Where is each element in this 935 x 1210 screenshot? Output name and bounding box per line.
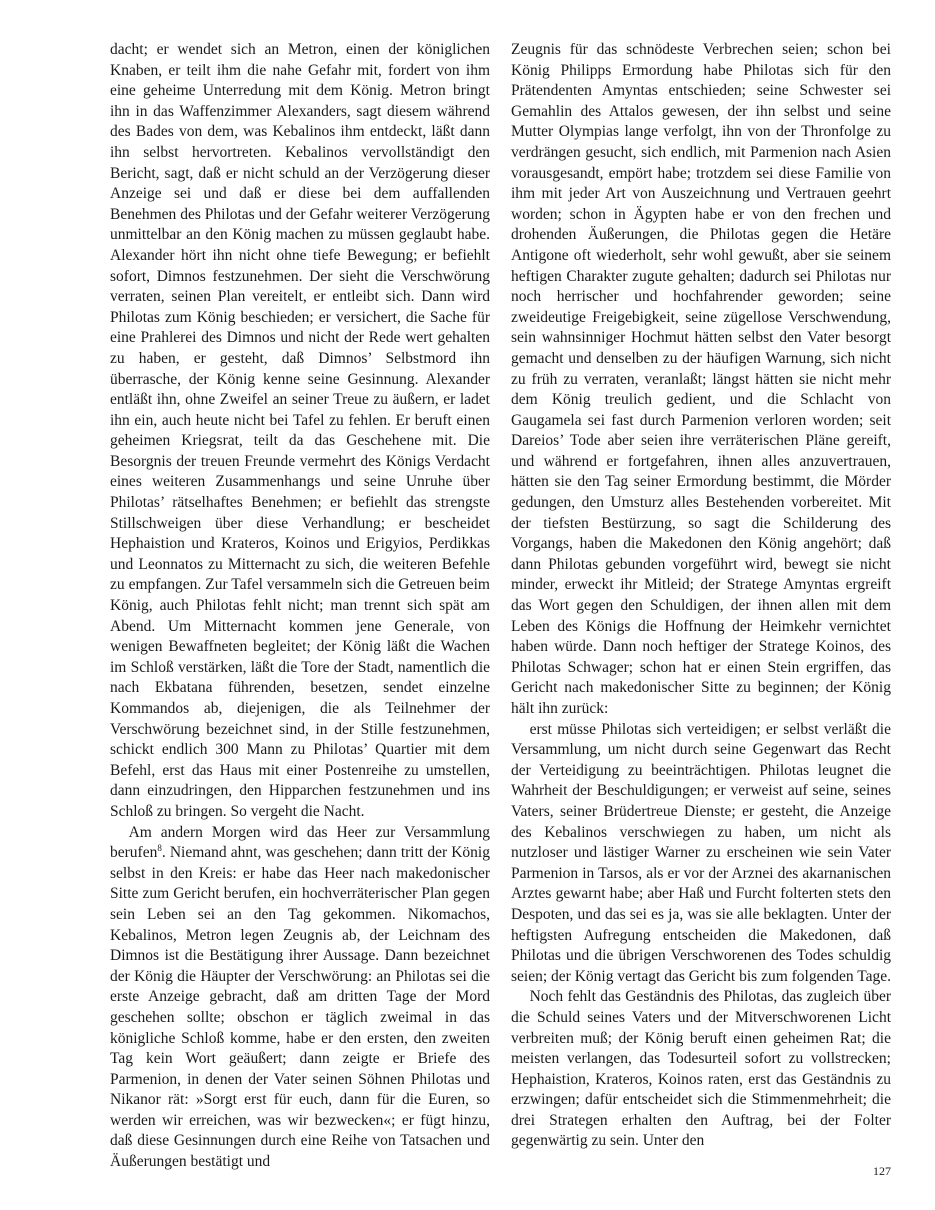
right-paragraph-2: erst müsse Philotas sich verteidigen; er selbst verläßt die Versammlung, um nicht durch seine Gegenwart das Recht der Verteidigung zu beeinträchtigen. Philotas leugnet die Wahrheit der Beschuldigungen; er verweist auf seine, seines Vaters, seiner Brüdertreue Dienste; er gesteht, die Anzeige des Kebalinos verschwiegen zu haben, um nicht als nutzloser und lästiger Warner zu erscheinen wie sein Vater Parmenion in Tarsos, als er vor der Arznei des akarnanischen Arztes gewarnt habe; aber Haß und Furcht folterten stets den Despoten, und das sei es ja, was sie alle beklagten. Unter der heftigsten Aufregung entscheiden die Makedonen, daß Philotas und die übrigen Verschworenen des Todes schuldig seien; der König vertagt das Gericht bis zum folgenden Tage. (511, 720, 891, 985)
right-paragraph-3: Noch fehlt das Geständnis des Philotas, das zugleich über die Schuld seines Vaters und der Mitverschworenen Licht verbreiten muß; der König beruft einen geheimen Rat; die meisten verlangen, das Todesurteil sofort zu vollstrecken; Hephaistion, Krateros, Koinos raten, erst das Geständnis zu erzwingen; dafür entscheidet sich die Stimmenmehrheit; die drei Strategen erhalten den Auftrag, bei der Folter gegenwärtig zu sein. Unter den (511, 988, 891, 1150)
left-paragraph-2 (110, 823, 490, 1173)
left-paragraph-1: dacht; er wendet sich an Metron, einen der königlichen Knaben, er teilt ihm die nahe Gefahr mit, fordert von ihm eine geheime Unterredung mit dem König. Metron bringt ihn in das Waffenzimmer Alexanders, sagt diesem während des Bades von dem, was Kebalinos ihm entdeckt, läßt dann ihn selbst hervortreten. Kebalinos vervollständigt den Bericht, sagt, daß er nicht schuld an der Verzögerung dieser Anzeige sei und daß er diese bei dem auffallenden Benehmen des Philotas und der Gefahr weiterer Verzögerung unmittelbar an den König machen zu müssen geglaubt habe. Alexander hört ihn nicht ohne tiefe Bewegung; er befiehlt sofort, Dimnos festzunehmen. Der sieht die Verschwörung verraten, seinen Plan vereitelt, er entleibt sich. Dann wird Philotas zum König beschieden; er versichert, die Sache für eine Prahlerei des Dimnos und nicht der Rede wert gehalten zu haben, er gesteht, daß Dimnos’ Selbstmord ihn überrasche, der König kenne seine Gesinnung. Alexander entläßt ihn, ohne Zweifel an seiner Treue zu äußern, er ladet ihn ein, auch heute nicht bei Tafel zu fehlen. Er beruft einen geheimen Kriegsrat, teilt da das Geschehene mit. Die Besorgnis der treuen Freunde vermehrt des Königs Verdacht eines weiteren Zusammenhangs und seine Unruhe über Philotas’ rätselhaftes Benehmen; er befiehlt das strengste Stillschweigen über diese Verhandlung; er bescheidet Hephaistion und Krateros, Koinos und Erigyios, Perdikkas und Leonnatos zu Mitternacht zu sich, die weiteren Befehle zu empfangen. Zur Tafel versammeln sich die Getreuen beim König, auch Philotas fehlt nicht; man trennt sich spät am Abend. Um Mitternacht kommen jene Generale, von wenigen Bewaffneten begleitet; der König läßt die Wachen im Schloß verstärken, läßt die Tore der Stadt, namentlich die nach Ekbatana führenden, besetzen, sendet einzelne Kommandos ab, diejenigen, die als Teilnehmer der Verschwörung bezeichnet sind, in der Stille festzunehmen, schickt endlich 300 Mann zu Philotas’ Quartier mit dem Befehl, erst das Haus mit einer Postenreihe zu umstellen, dann einzudringen, den Hipparchen festzunehmen und ins Schloß zu bringen. So vergeht die Nacht. (110, 41, 490, 820)
left-paragraph-2-rest: . Niemand ahnt, was geschehen; dann tritt der König selbst in den Kreis: er habe das Heer nach makedonischer Sitte zum Gericht berufen, ein hochverräterischer Plan gegen sein Leben sei an den Tag gekommen. Nikomachos, Kebalinos, Metron legen Zeugnis ab, der Leichnam des Dimnos ist die Bestätigung ihrer Aussage. Dann bezeichnet der König die Häupter der Verschwörung: an Philotas sei die erste Anzeige gebracht, daß am dritten Tage der Mord geschehen sollte; obschon er täglich zweimal in das königliche Schloß komme, habe er den ersten, den zweiten Tag kein Wort geäußert; dann zeigte er Briefe des Parmenion, in denen der Vater seinen Söhnen Philotas und Nikanor rät: »Sorgt erst für euch, dann für die Euren, so werden wir erreichen, was wir bezwecken«; er fügt hinzu, daß diese Gesinnungen durch eine Reihe von Tatsachen und Äußerungen bestätigt und (110, 844, 490, 1171)
right-column (511, 40, 891, 1152)
left-column (110, 40, 490, 1173)
footnote-marker[interactable]: 8 (157, 843, 162, 853)
right-paragraph-1: Zeugnis für das schnödeste Verbrechen seien; schon bei König Philipps Ermordung habe Philotas sich für den Prätendenten Amyntas entschieden; seine Schwester sei Gemahlin des Attalos gewesen, der ihn selbst und seine Mutter Olympias lange verfolgt, ihn von der Thronfolge zu verdrängen gesucht, sich endlich, mit Parmenion nach Asien vorausgesandt, empört habe; trotzdem sei diese Familie von ihm mit jeder Art von Auszeichnung und Vertrauen geehrt worden; schon in Ägypten habe er von den frechen und drohenden Äußerungen, die Philotas gegen die Hetäre Antigone oft wiederholt, sehr wohl gewußt, aber sie seinem heftigen Charakter zugute gehalten; dadurch sei Philotas nur noch herrischer und hochfahrender geworden; seine zweideutige Freigebigkeit, seine zügellose Verschwendung, sein wahnsinniger Hochmut hätten selbst den Vater besorgt gemacht und denselben zu der häufigen Warnung, sich nicht zu früh zu verraten, veranlaßt; längst hätten sie nicht mehr dem König treulich gedient, und die Schlacht von Gaugamela sei fast durch Parmenion verloren worden; seit Dareios’ Tode aber seien ihre verräterischen Pläne gereift, und während er fortgefahren, ihnen alles anzuvertrauen, hätten sie den Tag seiner Ermordung bestimmt, die Mörder gedungen, den Umsturz alles Bestehenden vorbereitet. Mit der tiefsten Bestürzung, so sagt die Schilderung des Vorgangs, haben die Makedonen den König angehört; daß dann Philotas gebunden vorgeführt wird, bewegt sie nicht minder, erweckt ihr Mitleid; der Stratege Amyntas ergreift das Wort gegen den Schuldigen, der ihnen allen mit dem Leben des Königs die Hoffnung der Heimkehr vernichtet haben würde. Dann noch heftiger der Stratege Koinos, des Philotas Schwager; schon hat er einen Stein ergriffen, das Gericht nach makedonischer Sitte zu beginnen; der König hält ihn zurück: (511, 41, 891, 717)
left-paragraph-2-start: Am andern Morgen wird das Heer zur Versammlung berufen (110, 823, 490, 862)
page-number: 127 (873, 1164, 891, 1178)
